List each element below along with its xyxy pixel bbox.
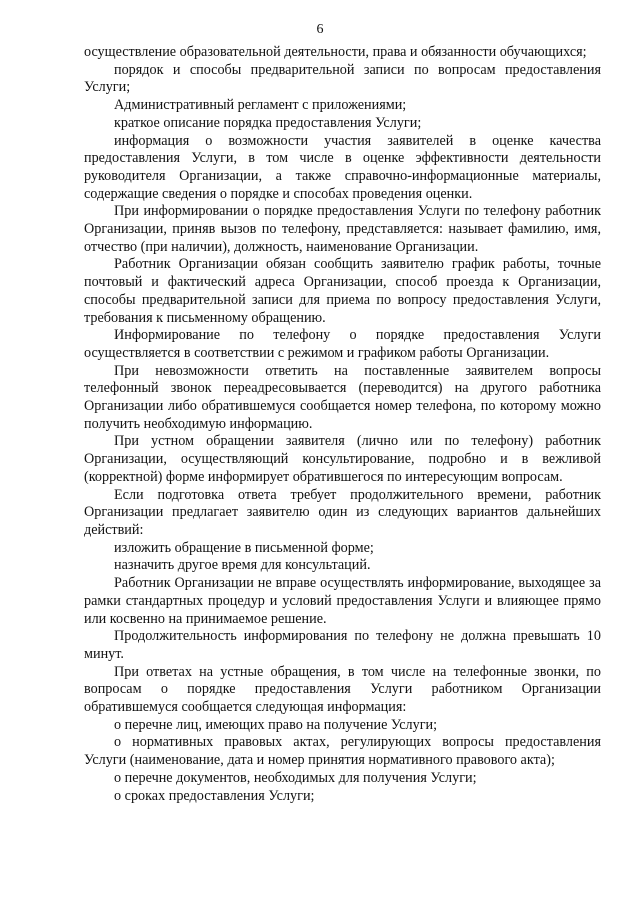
paragraph: При ответах на устные обращения, в том числе на телефонные звонки, по вопросам о порядке предоставления Услуги работником Организации обратившемуся сообщается следующая информация:: [84, 663, 601, 716]
paragraph: Если подготовка ответа требует продолжительного времени, работник Организации предлагает заявителю один из следующих вариантов дальнейших действий:: [84, 486, 601, 538]
paragraph: При информировании о порядке предоставления Услуги по телефону работник Организации, приняв вызов по телефону, представляется: называет фамилию, имя, отчество (при наличии), должность, наименование Организации.: [84, 203, 601, 255]
document-body: [84, 44, 601, 805]
paragraph: порядок и способы предварительной записи по вопросам предоставления Услуги;: [84, 61, 601, 96]
paragraph: Информирование по телефону о порядке предоставления Услуги осуществляется в соответствии с режимом и графиком работы Организации.: [84, 327, 601, 361]
paragraph: Продолжительность информирования по телефону не должна превышать 10 минут.: [84, 628, 601, 662]
paragraph: изложить обращение в письменной форме;: [114, 539, 374, 556]
paragraph: о нормативных правовых актах, регулирующих вопросы предоставления Услуги (наименование, дата и номер принятия нормативного правового акта);: [84, 734, 601, 769]
paragraph: о перечне лиц, имеющих право на получение Услуги;: [114, 716, 438, 733]
paragraph: назначить другое время для консультаций.: [114, 557, 371, 574]
paragraph: краткое описание порядка предоставления Услуги;: [114, 114, 422, 131]
paragraph: информация о возможности участия заявителей в оценке качества предоставления Услуги, в том числе в оценке эффективности деятельности руководителя Организации, а также справочно-информационные материалы, содержащие сведения о порядке и способах проведения оценки.: [84, 132, 601, 202]
paragraph: Работник Организации обязан сообщить заявителю график работы, точные почтовый и фактический адреса Организации, способ проезда к Организации, способы предварительной записи для приема по вопросу предоставления Услуги, требования к письменному обращению.: [84, 256, 601, 326]
paragraph: о перечне документов, необходимых для получения Услуги;: [114, 769, 477, 786]
paragraph: Административный регламент с приложениями;: [114, 97, 407, 114]
paragraph: Работник Организации не вправе осуществлять информирование, выходящее за рамки стандартных процедур и условий предоставления Услуги и влияющее прямо или косвенно на принимаемое решение.: [84, 575, 601, 627]
paragraph: о сроках предоставления Услуги;: [114, 787, 315, 804]
paragraph: При невозможности ответить на поставленные заявителем вопросы телефонный звонок переадресовывается (переводится) на другого работника Организации либо обратившемуся сообщается номер телефона, по которому можно получить необходимую информацию.: [84, 362, 601, 432]
paragraph: При устном обращении заявителя (лично или по телефону) работник Организации, осуществляющий консультирование, подробно и в вежливой (корректной) форме информирует обратившегося по интересующим вопросам.: [84, 433, 601, 485]
paragraph: осуществление образовательной деятельности, права и обязанности обучающихся;: [84, 44, 587, 60]
page-number: 6: [316, 22, 324, 37]
